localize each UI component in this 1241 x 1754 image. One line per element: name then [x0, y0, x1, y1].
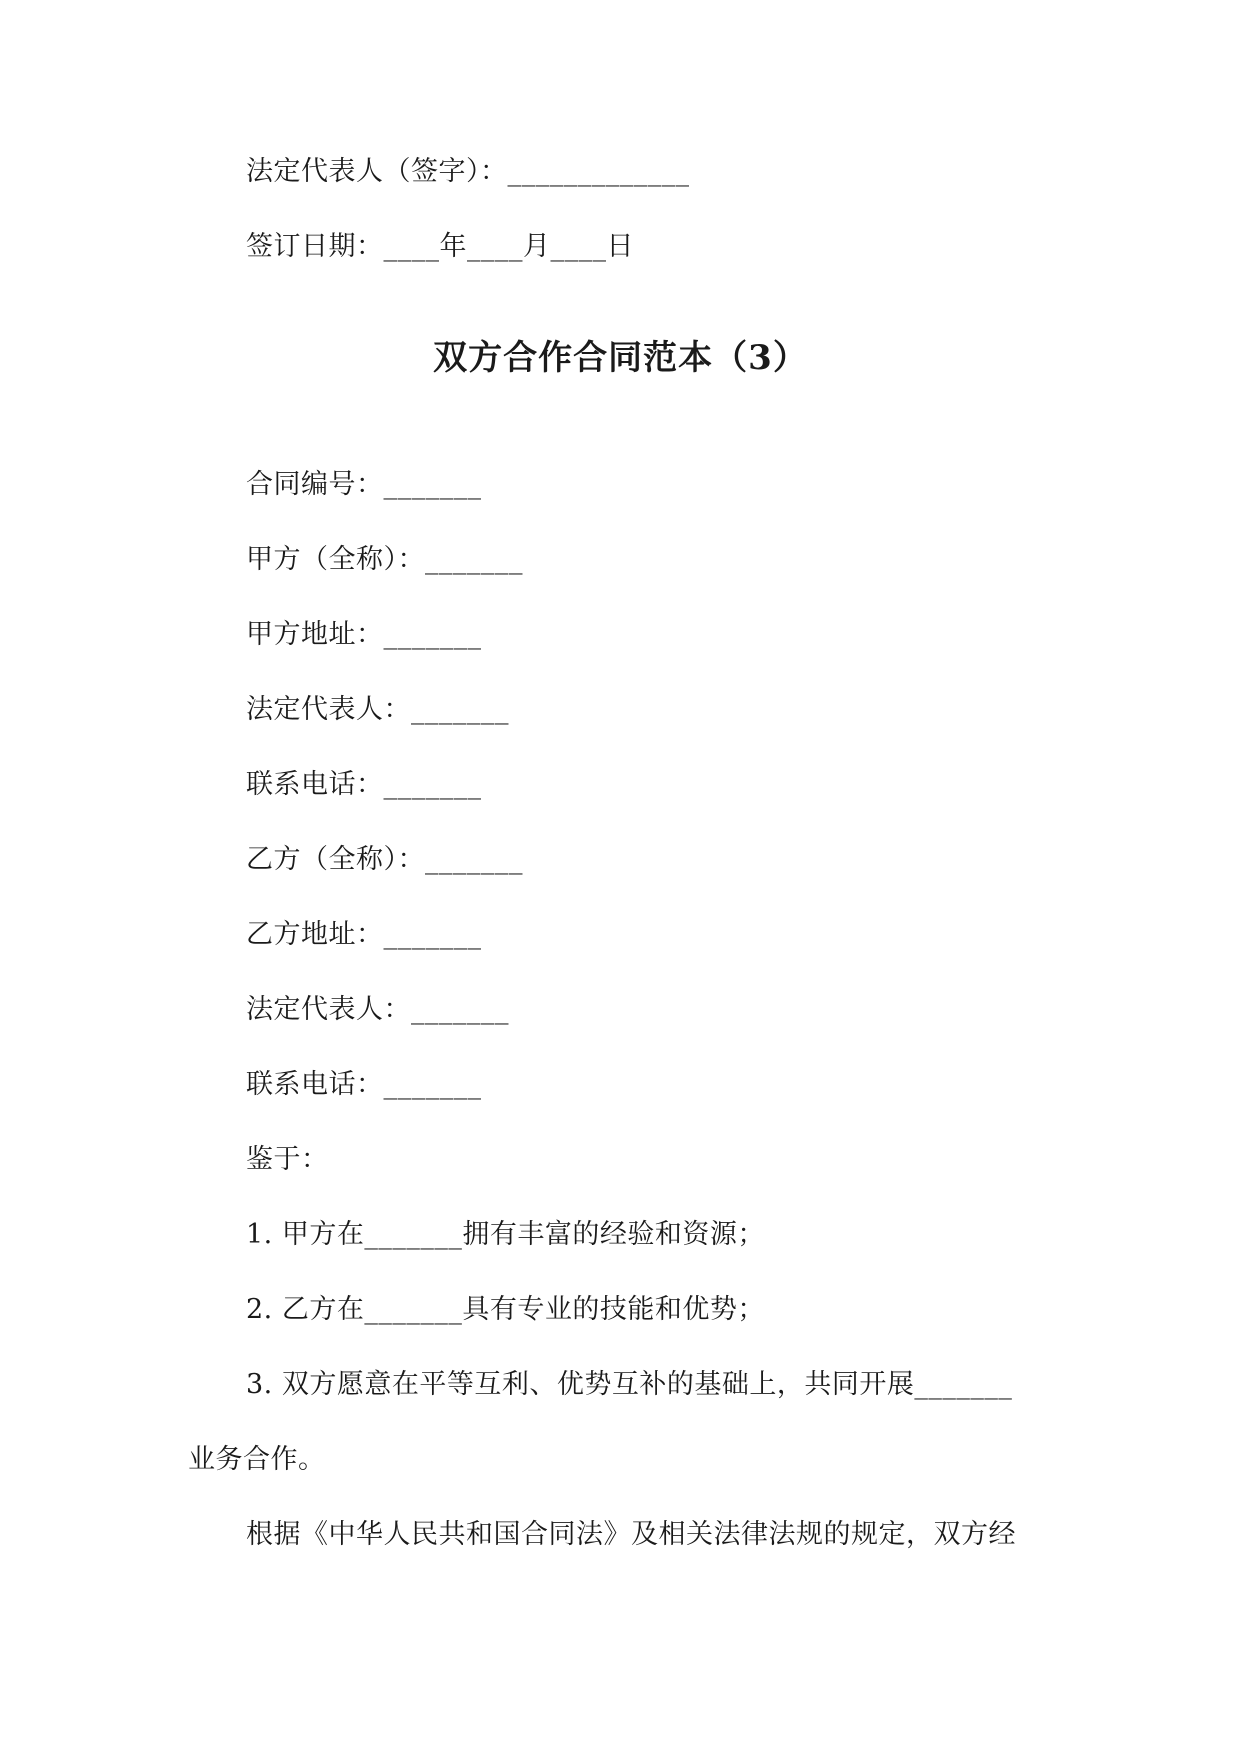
whereas-item-3-continuation: 业务合作。: [188, 1444, 326, 1475]
party-b-address-field: 乙方地址：_______: [246, 919, 482, 950]
party-b-phone-field: 联系电话：_______: [246, 1069, 482, 1100]
party-a-name-field: 甲方（全称）：_______: [246, 544, 523, 575]
party-a-phone-field: 联系电话：_______: [246, 769, 482, 800]
whereas-item-3: 3. 双方愿意在平等互利、优势互补的基础上，共同开展_______: [246, 1369, 1013, 1400]
party-b-legal-rep-field: 法定代表人：_______: [246, 994, 509, 1025]
document-title: 双方合作合同范本（3）: [433, 338, 808, 378]
legal-basis-paragraph: 根据《中华人民共和国合同法》及相关法律法规的规定，双方经: [246, 1519, 1016, 1550]
party-a-legal-rep-field: 法定代表人：_______: [246, 694, 509, 725]
whereas-item-2: 2. 乙方在_______具有专业的技能和优势；: [246, 1294, 765, 1325]
signing-date-line: 签订日期：____年____月____日: [246, 231, 634, 262]
whereas-item-1: 1. 甲方在_______拥有丰富的经验和资源；: [246, 1219, 765, 1250]
legal-rep-signature-line: 法定代表人（签字）：_____________: [246, 156, 690, 187]
party-b-name-field: 乙方（全称）：_______: [246, 844, 523, 875]
whereas-label: 鉴于：: [246, 1144, 329, 1175]
party-a-address-field: 甲方地址：_______: [246, 619, 482, 650]
contract-number-field: 合同编号：_______: [246, 469, 482, 500]
